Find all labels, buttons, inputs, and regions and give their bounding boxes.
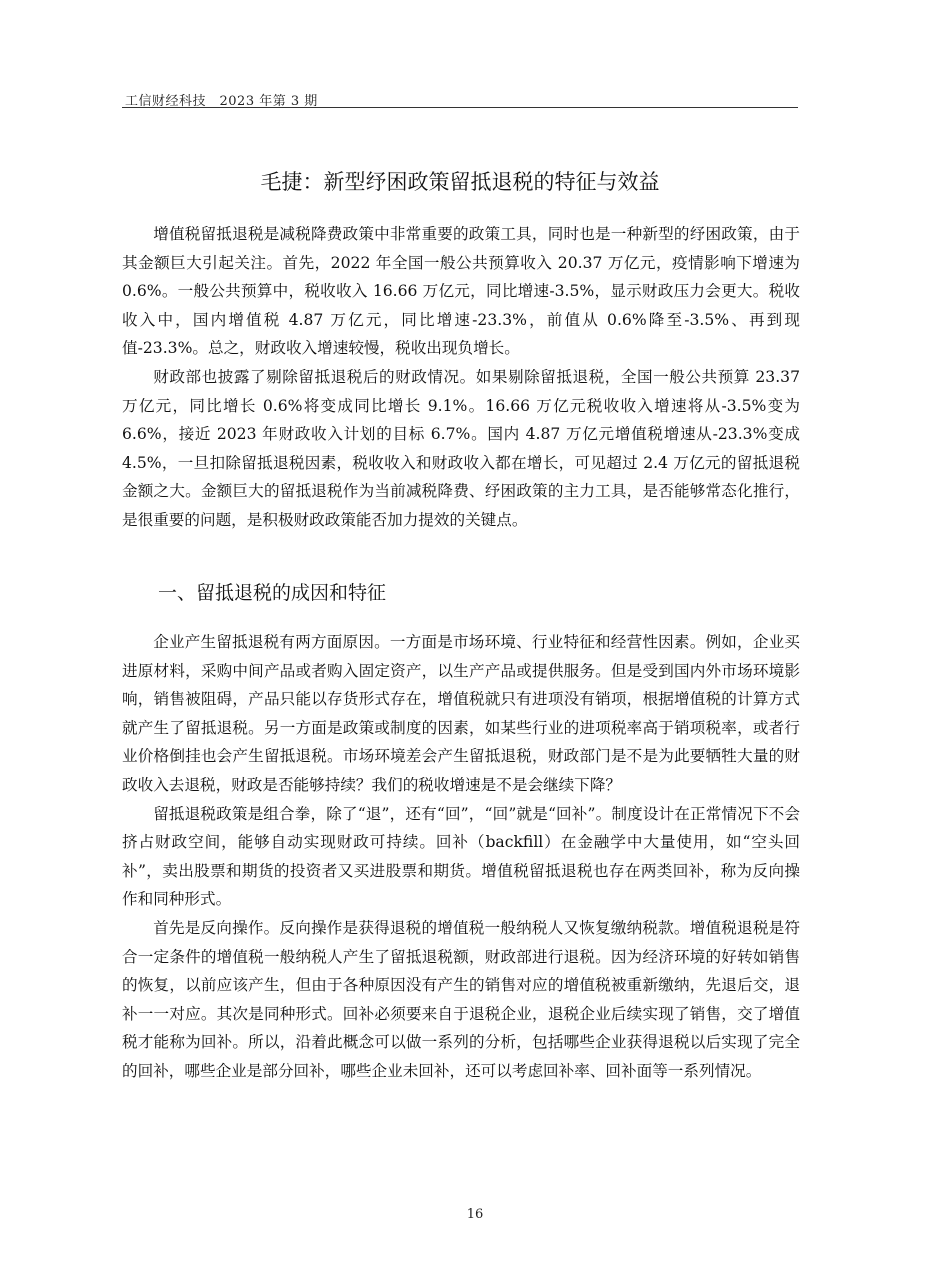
paragraph: 首先是反向操作。反向操作是获得退税的增值税一般纳税人又恢复缴纳税款。增值税退税是符合一定条件的增值税一般纳税人产生了留抵退税额，财政部进行退税。因为经济环境的好转如销售的恢复，以前应该产生，但由于各种原因没有产生的销售对应的增值税被重新缴纳，先退后交，退补一一对应。其次是同种形式。回补必须要来自于退税企业，退税企业后续实现了销售，交了增值税才能称为回补。所以，沿着此概念可以做一系列的分析，包括哪些企业获得退税以后实现了完全的回补，哪些企业是部分回补，哪些企业未回补，还可以考虑回补率、回补面等一系列情况。 [122,918,800,1080]
section-heading: 一、留抵退税的成因和特征 [158,582,387,604]
paragraph: 财政部也披露了剔除留抵退税后的财政情况。如果剔除留抵退税，全国一般公共预算 23.37 万亿元，同比增长 0.6%将变成同比增长 9.1%。16.66 万亿元税收收入增速将从-3.5%变为 6.6%，接近 2023 年财政收入计划的目标 6.7%。国内 4.87 万亿元增值税增速从-23.3%变成 4.5%，一旦扣除留抵退税因素，税收收入和财政收入都在增长，可见超过 2.4 万亿元的留抵退税金额之大。金额巨大的留抵退税作为当前减税降费、纾困政策的主力工具，是否能够常态化推行，是很重要的问题，是积极财政政策能否加力提效的关键点。 [122,367,800,529]
paragraph: 企业产生留抵退税有两方面原因。一方面是市场环境、行业特征和经营性因素。例如，企业买进原材料，采购中间产品或者购入固定资产，以生产产品或提供服务。但是受到国内外市场环境影响，销售被阻碍，产品只能以存货形式存在，增值税就只有进项没有销项，根据增值税的计算方式就产生了留抵退税。另一方面是政策或制度的因素，如某些行业的进项税率高于销项税率，或者行业价格倒挂也会产生留抵退税。市场环境差会产生留抵退税，财政部门是不是为此要牺牲大量的财政收入去退税，财政是否能够持续？我们的税收增速是不是会继续下降？ [122,633,800,794]
paragraph: 增值税留抵退税是减税降费政策中非常重要的政策工具，同时也是一种新型的纾困政策，由于其金额巨大引起关注。首先，2022 年全国一般公共预算收入 20.37 万亿元，疫情影响下增速为 0.6%。一般公共预算中，税收收入 16.66 万亿元，同比增速-3.5%，显示财政压力会更大。税收收入中，国内增值税 4.87 万亿元，同比增速-23.3%，前值从 0.6%降至-3.5%、再到现值-23.3%。总之，财政收入增速较慢，税收出现负增长。 [122,225,800,358]
header-divider [122,107,798,108]
page-number: 16 [466,1207,484,1222]
paragraph: 留抵退税政策是组合拳，除了“退”，还有“回”，“回”就是“回补”。制度设计在正常情况下不会挤占财政空间，能够自动实现财政可持续。回补（backfill）在金融学中大量使用，如“空头回补”，卖出股票和期货的投资者又买进股票和期货。增值税留抵退税也存在两类回补，称为反向操作和同种形式。 [122,804,800,909]
intro-body [122,220,800,535]
running-header: 工信财经科技 2023 年第 3 期 [125,94,318,109]
article-title: 毛捷：新型纾困政策留抵退税的特征与效益 [260,170,660,194]
section-body [122,628,800,1086]
